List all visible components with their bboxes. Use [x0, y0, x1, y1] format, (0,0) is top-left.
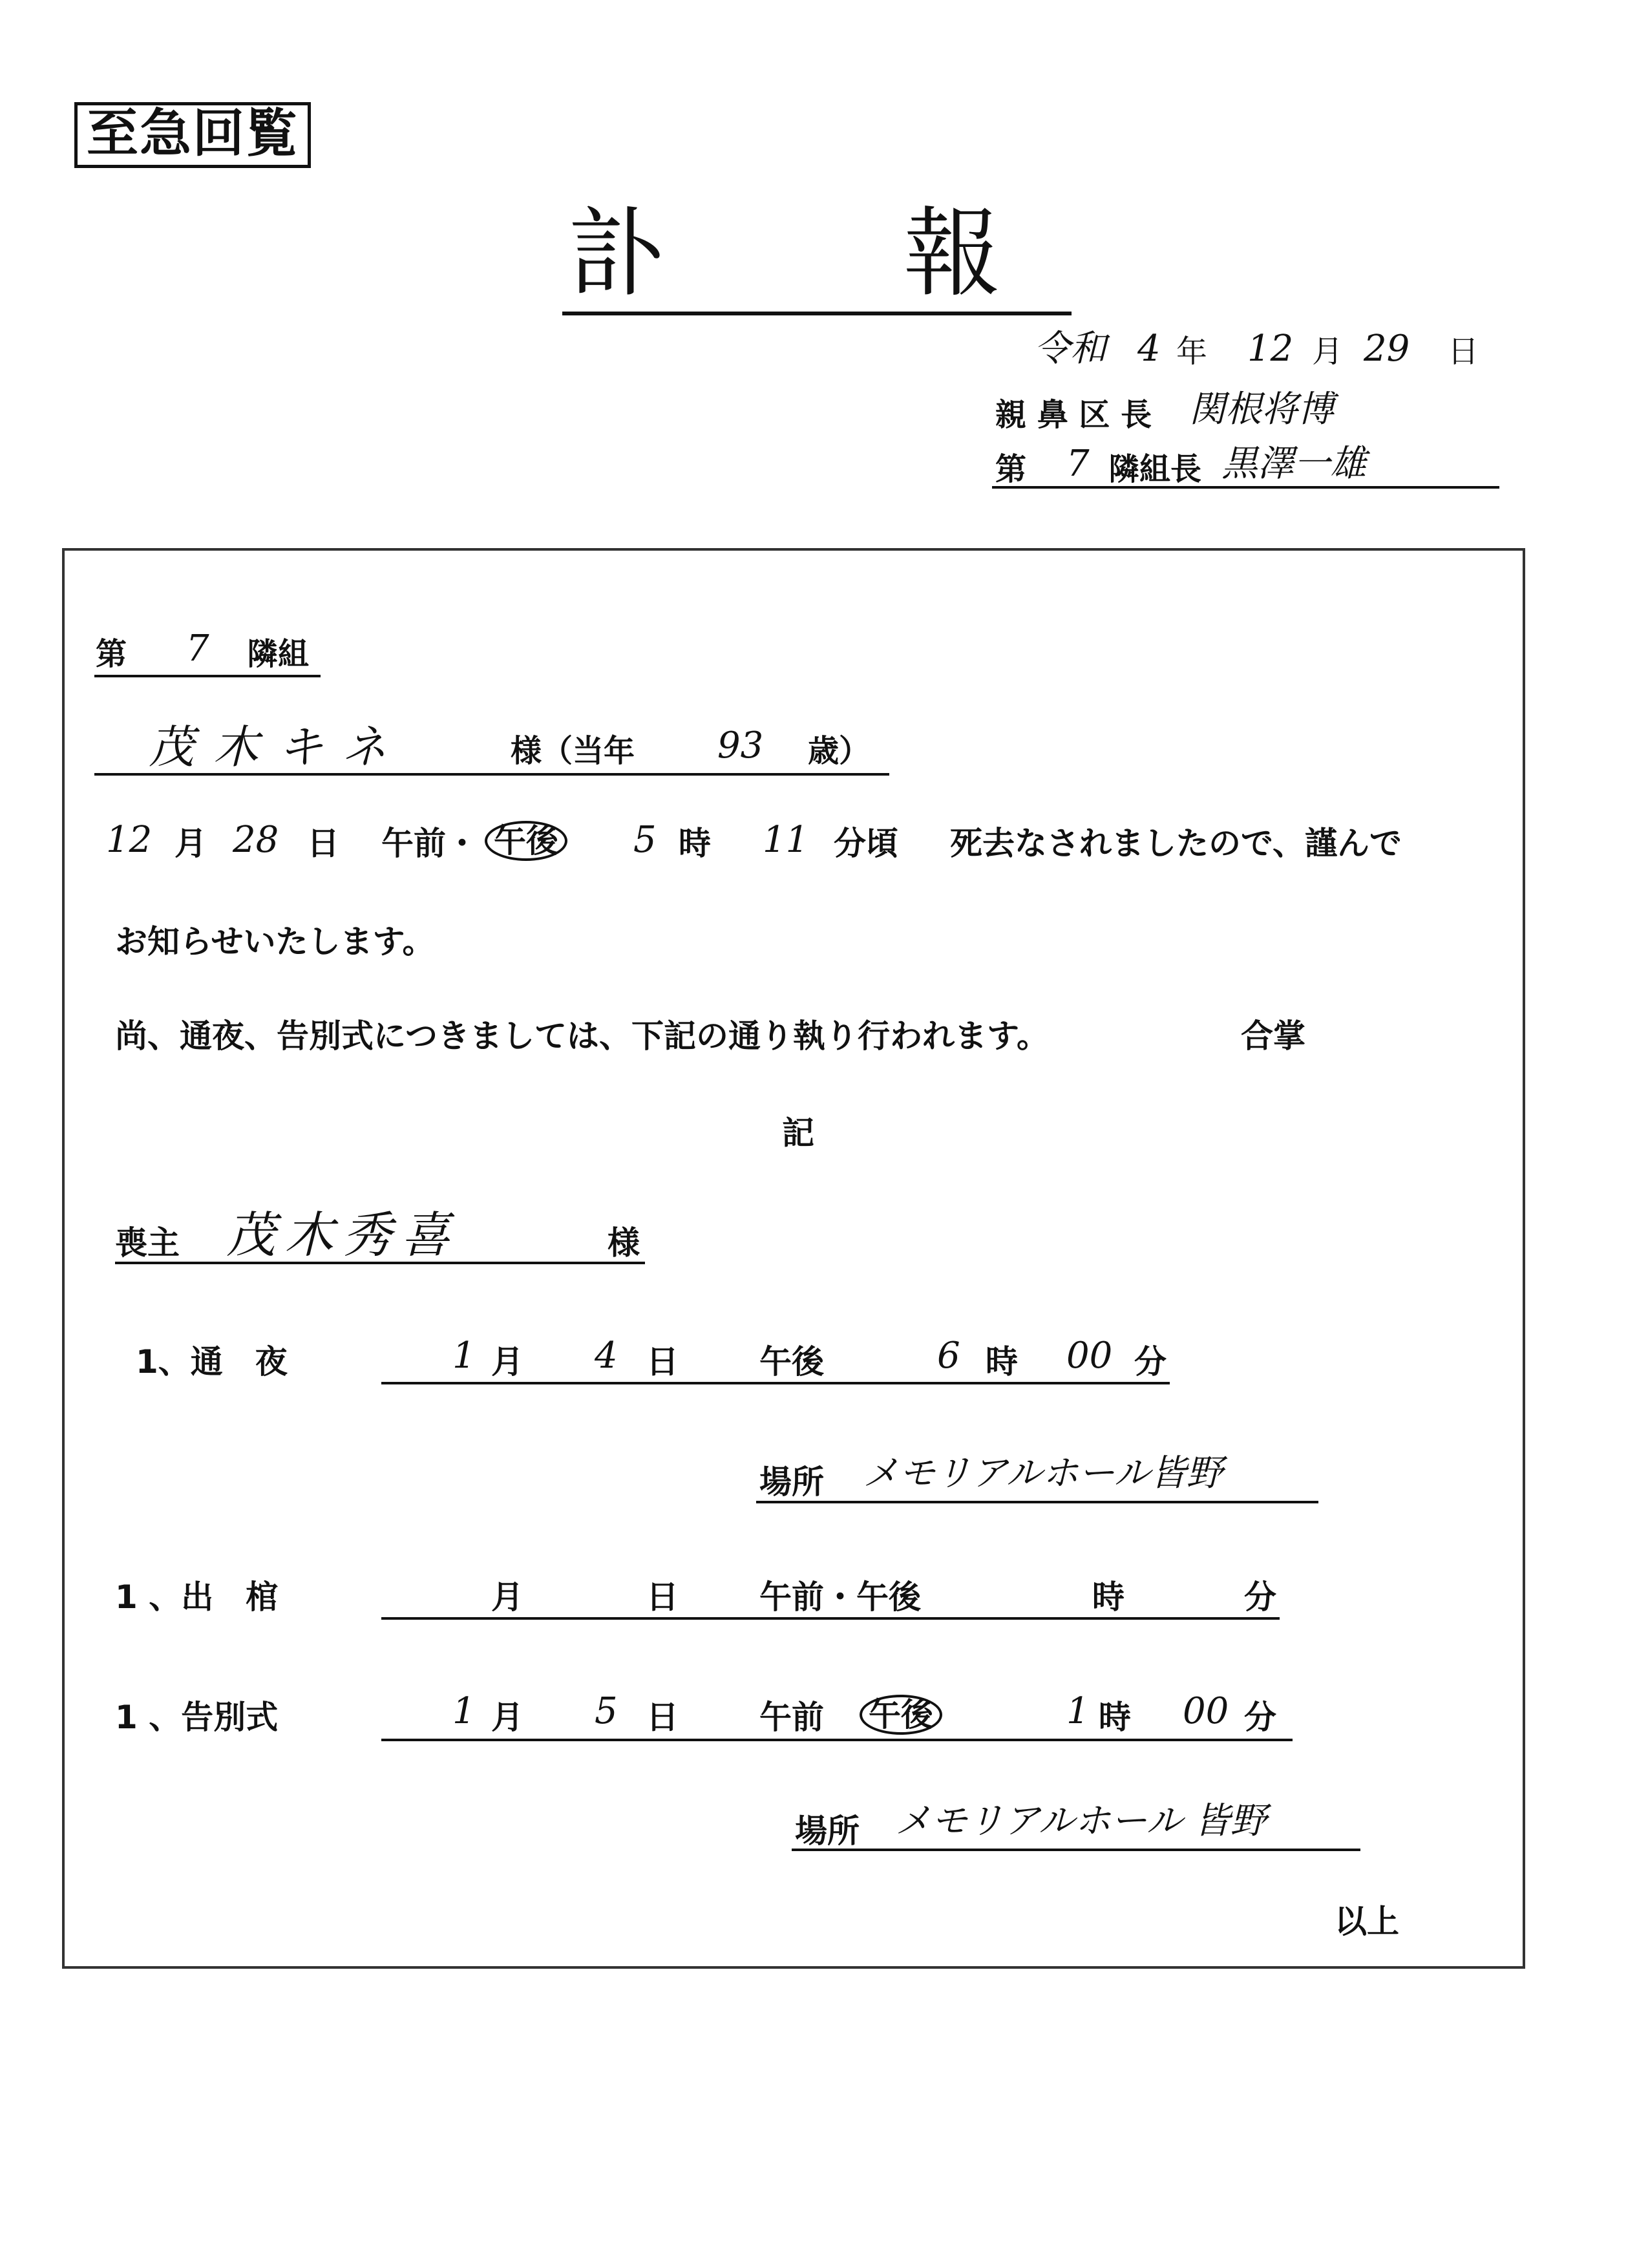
month-unit: 月	[1312, 334, 1344, 370]
closing-text: 以上	[1335, 1903, 1399, 1940]
body-group-suffix: 隣組	[247, 636, 310, 672]
wake-minute: 00	[1066, 1335, 1113, 1377]
wake-hour: 6	[937, 1335, 960, 1377]
day: 29	[1364, 328, 1410, 370]
wake-label: 1、通 夜	[136, 1343, 288, 1381]
sama-age-label: 様（当年	[511, 733, 635, 769]
district-head-name: 関根将博	[1189, 388, 1334, 430]
death-month: 12	[106, 819, 153, 861]
body-group-number: 7	[186, 628, 209, 670]
month: 12	[1247, 328, 1294, 370]
announce-line-3: 尚、通夜、告別式につきましては、下記の通り執り行われます。	[115, 1017, 1049, 1055]
coffin-day-unit: 日	[646, 1578, 679, 1616]
coffin-month-unit: 月	[491, 1578, 523, 1616]
death-minute: 11	[763, 819, 809, 861]
coffin-hour-unit: 時	[1092, 1578, 1125, 1616]
funeral-minute-unit: 分	[1244, 1699, 1276, 1736]
death-am: 午前・	[381, 825, 478, 862]
deceased-name: 茂木キネ	[149, 721, 407, 774]
funeral-pm-circled: 午後	[860, 1695, 942, 1735]
group-underline	[94, 675, 321, 677]
funeral-month-unit: 月	[491, 1699, 523, 1736]
wake-underline	[381, 1382, 1170, 1384]
header-underline	[992, 486, 1499, 489]
funeral-month: 1	[452, 1690, 476, 1732]
district-head-label: 親 鼻 区 長	[995, 397, 1152, 433]
funeral-underline	[381, 1739, 1293, 1741]
funeral-hour: 1	[1066, 1690, 1090, 1732]
urgent-circulation-stamp: 至急回覧	[74, 102, 311, 168]
funeral-place-label: 場所	[795, 1812, 860, 1850]
chief-mourner-label: 喪主	[115, 1224, 180, 1262]
body-group-prefix: 第	[96, 636, 127, 672]
wake-day: 4	[595, 1335, 618, 1377]
wake-ampm: 午後	[759, 1343, 824, 1381]
wake-month: 1	[452, 1335, 476, 1377]
deceased-age: 93	[717, 725, 764, 767]
wake-place: メモリアルホール皆野	[863, 1452, 1223, 1494]
year: 4	[1137, 328, 1161, 370]
coffin-underline	[381, 1617, 1280, 1620]
coffin-ampm: 午前・午後	[759, 1578, 921, 1616]
funeral-hour-unit: 時	[1099, 1699, 1131, 1736]
chief-mourner-name: 茂木秀喜	[226, 1206, 459, 1264]
day-unit: 日	[1448, 334, 1479, 370]
group-head-label: 隣組長	[1108, 451, 1202, 487]
wake-minute-unit: 分	[1134, 1343, 1167, 1381]
death-month-unit: 月	[174, 825, 207, 862]
wake-hour-unit: 時	[986, 1343, 1018, 1381]
wake-place-underline	[756, 1501, 1318, 1503]
header-date	[1034, 328, 1486, 383]
wake-month-unit: 月	[491, 1343, 523, 1381]
announce-line-2: お知らせいたします。	[115, 923, 435, 960]
funeral-day-unit: 日	[646, 1699, 679, 1736]
death-hour: 5	[633, 819, 657, 861]
death-datetime	[97, 819, 1467, 880]
announce-line-1: 死去なされましたので、謹んで	[950, 825, 1402, 862]
document-title: 訃 報	[562, 206, 1072, 315]
age-unit: 歳）	[808, 733, 871, 769]
wake-place-label: 場所	[759, 1463, 824, 1501]
era: 令和	[1034, 328, 1106, 370]
group-head-prefix: 第	[995, 451, 1027, 487]
coffin-minute-unit: 分	[1244, 1578, 1276, 1616]
funeral-place: メモリアルホール 皆野	[895, 1800, 1267, 1842]
wake-day-unit: 日	[646, 1343, 679, 1381]
funeral-am: 午前	[759, 1699, 824, 1736]
chief-mourner-sama: 様	[607, 1224, 640, 1262]
deceased-underline	[94, 773, 889, 776]
year-unit: 年	[1176, 334, 1208, 370]
death-day: 28	[233, 819, 279, 861]
death-day-unit: 日	[307, 825, 339, 862]
coffin-label: 1 、出 棺	[115, 1578, 279, 1616]
death-minute-unit: 分頃	[834, 825, 898, 862]
chief-mourner-underline	[115, 1262, 645, 1264]
group-head-name: 黒澤一雄	[1221, 443, 1366, 485]
death-hour-unit: 時	[679, 825, 711, 862]
group-head-number: 7	[1066, 443, 1090, 485]
funeral-day: 5	[595, 1690, 618, 1732]
ki-heading: 記	[782, 1114, 814, 1152]
funeral-minute: 00	[1183, 1690, 1229, 1732]
death-pm-circled: 午後	[485, 821, 567, 861]
funeral-label: 1 、告別式	[115, 1699, 279, 1736]
gassho: 合掌	[1241, 1017, 1305, 1055]
funeral-place-underline	[792, 1849, 1360, 1851]
